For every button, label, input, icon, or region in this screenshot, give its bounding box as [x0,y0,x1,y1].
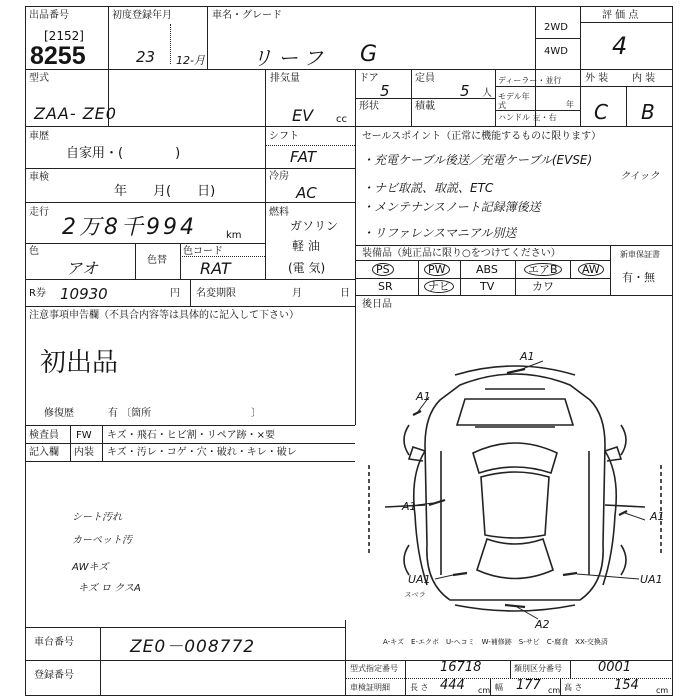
len-label: 長 さ [410,683,429,692]
disp-suffix: cc [336,114,347,125]
mileage-value: 2万8千994 [62,215,197,240]
color-label: 色 [29,246,39,257]
hgt-unit: cm [656,686,669,695]
mark-a2-bottom: A2 [535,618,550,631]
equip-navi: ナビ [424,280,454,293]
history-label: 車歴 [29,131,49,142]
reg-year: 23 [136,48,156,66]
inspection-label: 車検 [29,172,49,183]
tone-label: 色替 [147,255,167,266]
type-no-label: 型式指定番号 [350,664,398,673]
score-label: 評 価 点 [602,10,639,21]
score-value: 4 [612,32,628,60]
sales-item-1: ・充電ケーブル後送／充電ケーブル(EVSE) [362,153,593,167]
chassis-value: ZE0－008772 [130,637,256,657]
color-value: アオ [66,259,98,278]
car-grade: G [360,42,378,67]
inspector-label-1: 検査員 [29,430,59,441]
ac-label: 冷房 [269,171,289,182]
inspector-fw-items: キズ・飛石・ヒビ割・リペア跡・×要 [107,430,275,441]
equip-abs: ABS [476,263,498,276]
sales-item-4: ・メンテナンスノート記録簿後送 [362,200,541,214]
mark-ua1-right: UA1 [640,573,663,586]
sales-item-2: クイック [620,171,660,182]
deadline-label: 名変期限 [196,288,236,299]
sales-item-3: ・ナビ取説、取説、ETC [362,181,494,195]
class-no-value: 0001 [598,660,632,675]
notes-label: 注意事項申告欄（不具合内容等は具体的に記入して下さい） [29,310,299,321]
recycle-value: 10930 [60,285,108,303]
reg-label: 初度登録年月 [112,10,172,21]
int-value: B [641,100,655,124]
ext-label: 外 装 [585,73,609,84]
equip-pw: PW [424,263,450,276]
car-damage-diagram [355,355,675,625]
sales-item-5: ・リファレンスマニアル別送 [362,226,517,240]
damage-legend: A-キズ E-エクボ U-ヘコミ W-補修跡 S-サビ C-腐食 XX-交換済 [383,638,608,646]
cap-label: 定員 [415,73,435,84]
inspection-value: 年 月( 日) [114,184,216,199]
mark-a1-right: A1 [650,510,665,523]
disp-label: 排気量 [270,73,300,84]
mileage-unit: km [226,230,242,241]
equip-aw: AW [578,263,604,276]
mark-a1-top: A1 [520,350,535,363]
disp-value: EV [292,106,314,125]
equip-leather: カワ [532,280,554,293]
repair-label: 修復歴 [44,408,74,419]
mark-slip: スベラ [404,591,425,599]
car-name: リーフ [252,46,329,70]
mark-a1-left: A1 [402,500,417,513]
wid-unit: cm [548,686,561,695]
type-no-value: 16718 [440,660,482,675]
ac-value: AC [296,184,317,202]
dealer-label: ディーラー・並行 [498,76,562,85]
door-value: 5 [380,82,390,100]
wd2: 2WD [544,22,568,33]
wid-value: 177 [516,678,541,693]
fuel-other: (電 気) [288,261,326,275]
equip-sr: SR [378,280,393,293]
fuel-diesel: 軽 油 [292,239,320,253]
cap-value: 5 [460,82,470,100]
inspector-fw: FW [76,430,92,441]
mark-a1-left-front: A1 [416,390,431,403]
deadline-day: 日 [340,288,350,299]
remark-4: キズ ロ クスA [78,583,141,594]
cap-unit: 人 [482,88,492,99]
reg-month: 12-月 [176,54,205,67]
lot-ref: [2152] [44,29,84,43]
warranty-options: 有・無 [622,271,655,284]
after-label: 後日品 [362,299,392,310]
chassis-label: 車台番号 [34,637,74,648]
fuel-gas: ガソリン [290,219,339,233]
recycle-label: R券 [29,288,46,299]
inspector-label-2: 記入欄 [29,447,59,458]
shape-label: 形状 [359,101,379,112]
remark-1: シート汚れ [72,512,122,523]
sales-label: セールスポイント（正常に機能するものに限ります） [362,131,602,142]
model-value: ZAA- ZE0 [34,104,117,123]
handle-label: ハンドル 左・右 [498,113,557,122]
equipment-label: 装備品（純正品に限り○をつけてください） [362,248,561,259]
load-label: 積載 [415,101,435,112]
shift-label: シフト [269,131,299,142]
wd4: 4WD [544,46,568,57]
mileage-label: 走行 [29,207,49,218]
recycle-unit: 円 [170,288,180,299]
equip-tv: TV [480,280,495,293]
remark-2: カーペット汚 [72,535,132,546]
wid-label: 幅 [495,683,503,692]
notes-value: 初出品 [40,348,119,378]
cert-label: 車検証明細 [350,683,390,692]
shift-value: FAT [290,148,317,166]
fuel-label: 燃料 [269,207,289,218]
registration-label: 登録番号 [34,670,74,681]
mark-ua1-left: UA1 [408,573,431,586]
door-label: ドア [359,73,379,84]
remark-3: AWキズ [72,562,109,573]
code-label: 色コード [183,246,223,257]
hgt-value: 154 [614,678,639,693]
lot-label: 出品番号 [29,10,69,21]
model-label: 型式 [29,73,49,84]
lot-number: 8255 [30,42,86,70]
len-value: 444 [440,678,465,693]
history-value: 自家用・( ) [66,146,181,161]
equip-airbag: エアB [524,263,562,276]
warranty-label: 新車保証書 [620,250,660,259]
model-year-label: モデル年式 [498,92,530,110]
int-label: 内 装 [632,73,656,84]
equip-ps: PS [372,263,394,276]
code-value: RAT [200,259,231,278]
year-unit: 年 [566,100,574,109]
ext-value: C [594,100,608,124]
deadline-month: 月 [292,288,302,299]
inspector-int: 内装 [74,447,94,458]
name-label: 車名・グレード [212,10,282,21]
inspector-int-items: キズ・汚レ・コゲ・穴・破れ・キレ・破レ [107,447,297,458]
hgt-label: 高 さ [564,683,583,692]
class-no-label: 類別区分番号 [514,664,562,673]
len-unit: cm [478,686,491,695]
repair-value: 有 〔箇所 〕 [108,408,262,419]
